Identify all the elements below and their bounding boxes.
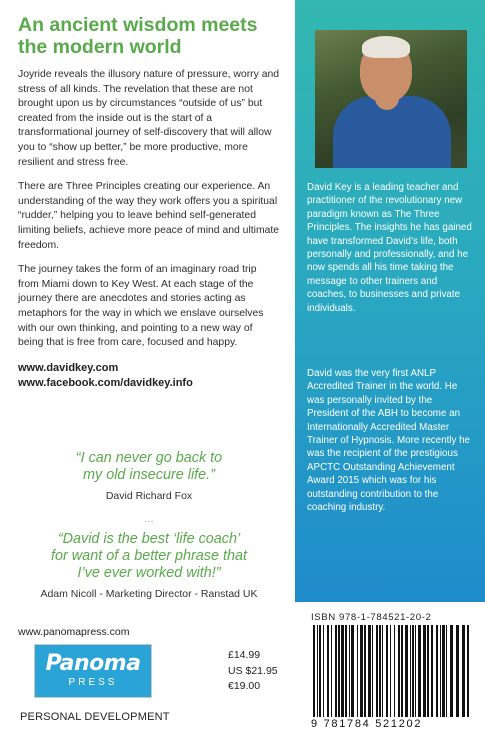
barcode-bar	[382, 625, 383, 717]
barcode-digits: 9 781784 521202	[311, 718, 423, 730]
barcode-bar	[410, 625, 411, 717]
website-link[interactable]: www.davidkey.com	[18, 361, 119, 374]
isbn-label: ISBN 978-1-784521-20-2	[311, 612, 432, 623]
quote-2-line-3: I’ve ever worked with!”	[77, 565, 221, 581]
price-usd: US $21.95	[228, 664, 278, 677]
barcode-bar	[405, 625, 408, 717]
quote-separator: …	[144, 514, 154, 525]
barcode-bar	[360, 625, 363, 717]
barcode-bar	[372, 625, 373, 717]
logo-sub: PRESS	[68, 677, 118, 688]
barcode-bar	[319, 625, 321, 717]
barcode-bar	[379, 625, 381, 717]
quote-2-author: Adam Nicoll - Marketing Director - Ranstad UK	[40, 588, 258, 600]
back-cover-text	[18, 14, 280, 391]
body-paragraph-3: The journey takes the form of an imaginary road trip from Miami down to Key West. At each stage of the journey there are anecdotes and stories acting as metaphors for the way in which we enslave ourselves with our own thinking, and pointing to a new way of being that is free from care, focused and happy.	[18, 264, 264, 349]
barcode-bar	[398, 625, 400, 717]
barcode-bar	[327, 625, 329, 717]
barcode-bar	[341, 625, 344, 717]
publisher-logo	[34, 644, 152, 698]
barcode	[311, 625, 473, 717]
logo-name: Panoma	[45, 651, 141, 676]
barcode-bar	[446, 625, 447, 717]
quote-2-line-2: for want of a better phrase that	[51, 548, 247, 564]
barcode-bar	[351, 625, 354, 717]
author-panel	[295, 0, 485, 602]
quote-1-line-2: my old insecure life.”	[83, 467, 215, 483]
barcode-bar	[313, 625, 315, 717]
barcode-bar	[427, 625, 429, 717]
barcode-bar	[323, 625, 324, 717]
headline-line-1: An ancient wisdom meets	[18, 14, 258, 36]
barcode-bar	[390, 625, 391, 717]
barcode-bar	[368, 625, 371, 717]
barcode-bar	[412, 625, 414, 717]
barcode-bar	[376, 625, 378, 717]
barcode-bar	[431, 625, 433, 717]
quote-1	[18, 450, 280, 484]
barcode-bar	[456, 625, 459, 717]
barcode-bar	[450, 625, 453, 717]
body-paragraph-1: Joyride reveals the illusory nature of pressure, worry and stress of all kinds. The revelation that these are not brought upon us by circumstances “outside of us” but created from the inside out is the start of a transformational journey of self-discovery that will allow you to “show up better,” be more productive, more resilient and stress free.	[18, 69, 280, 168]
barcode-bar	[436, 625, 438, 717]
headline-line-2: the modern world	[18, 36, 182, 58]
isbn-barcode-block	[307, 612, 477, 742]
barcode-bar	[394, 625, 395, 717]
author-photo	[315, 30, 467, 168]
price-gbp: £14.99	[228, 649, 261, 661]
category-label: PERSONAL DEVELOPMENT	[20, 711, 170, 723]
testimonials	[18, 450, 280, 600]
barcode-bar	[357, 625, 358, 717]
barcode-bar	[345, 625, 347, 717]
prices	[228, 648, 278, 695]
quote-1-line-1: “I can never go back to	[75, 450, 223, 466]
headline	[18, 14, 280, 58]
barcode-bar	[349, 625, 350, 717]
barcode-bar	[462, 625, 465, 717]
barcode-bar	[335, 625, 337, 717]
barcode-bar	[467, 625, 469, 717]
barcode-bar	[317, 625, 318, 717]
barcode-bar	[338, 625, 340, 717]
quote-1-author: David Richard Fox	[105, 490, 193, 502]
quote-2	[18, 531, 280, 582]
barcode-bar	[423, 625, 426, 717]
quote-2-line-1: “David is the best ‘life coach’	[57, 531, 241, 547]
barcode-bar	[418, 625, 421, 717]
barcode-bar	[440, 625, 441, 717]
barcode-bar	[364, 625, 366, 717]
barcode-bar	[442, 625, 445, 717]
facebook-link[interactable]: www.facebook.com/davidkey.info	[18, 376, 193, 389]
author-bio-1: David Key is a leading teacher and practitioner of the revolutionary new paradigm known as The Three Principles. The insights he has gained have transformed David’s life, both personally and professionally, and he now spends all his time taking the message to other trainers and coaches, to businesses and private individuals.	[307, 182, 472, 314]
barcode-bar	[415, 625, 416, 717]
publisher-url[interactable]: www.panomapress.com	[18, 626, 130, 638]
barcode-bar	[386, 625, 388, 717]
price-eur: €19.00	[228, 680, 261, 692]
body-paragraph-2: There are Three Principles creating our experience. An understanding of the way they work offers you a spiritual “rudder,” helping you to leave behind self-generated limiting beliefs, achieve more peace of mind and ultimate freedom.	[18, 181, 280, 251]
author-bio-2: David was the very first ANLP Accredited Trainer in the world. He was personally invited by the President of the ABH to become an Internationally Accredited Master Trainer of Hypnosis. More recently he was the recipient of the prestigious APCTC Outstanding Achievement Award 2015 which was for his outstanding contribution to the coaching industry.	[307, 368, 470, 514]
barcode-bar	[401, 625, 403, 717]
barcode-bar	[331, 625, 332, 717]
